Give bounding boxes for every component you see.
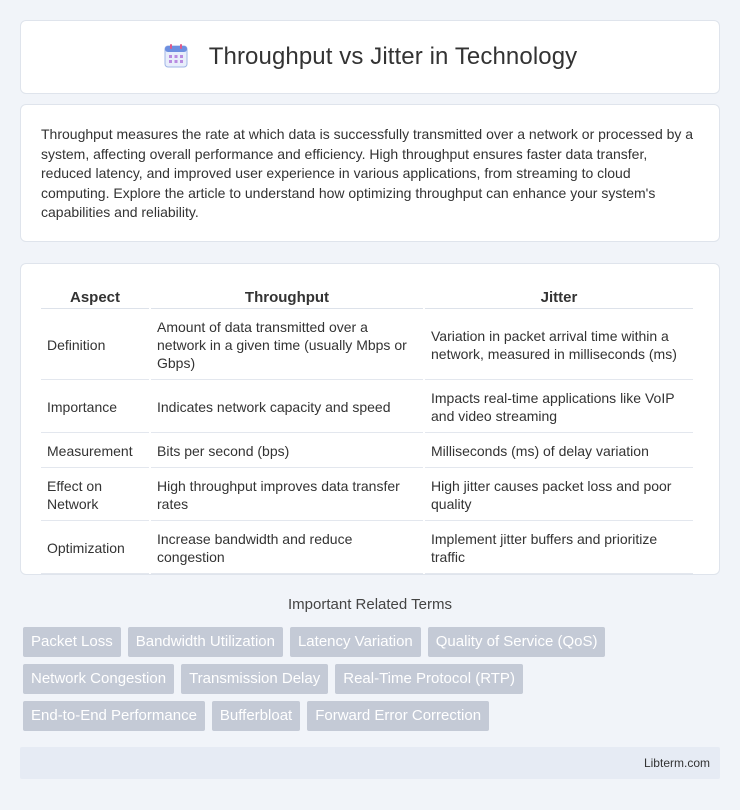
related-terms <box>23 627 723 738</box>
row-throughput: Amount of data transmitted over a network in a given time (usually Mbps or Gbps) <box>151 311 423 380</box>
comparison-table <box>39 284 695 576</box>
tag-forward-error-correction[interactable]: Forward Error Correction <box>307 701 489 731</box>
table-row <box>41 470 693 521</box>
footer <box>20 747 720 779</box>
header-throughput: Throughput <box>151 286 423 309</box>
row-aspect: Definition <box>41 311 149 380</box>
row-aspect: Measurement <box>41 435 149 468</box>
row-throughput: Indicates network capacity and speed <box>151 382 423 433</box>
tag-bandwidth-utilization[interactable]: Bandwidth Utilization <box>128 627 283 657</box>
tag-real-time-protocol[interactable]: Real-Time Protocol (RTP) <box>335 664 523 694</box>
row-aspect: Importance <box>41 382 149 433</box>
row-jitter: Implement jitter buffers and prioritize traffic <box>425 523 693 574</box>
calendar-icon <box>163 43 189 69</box>
intro-card <box>20 104 720 242</box>
tag-end-to-end-performance[interactable]: End-to-End Performance <box>23 701 205 731</box>
row-throughput: Bits per second (bps) <box>151 435 423 468</box>
row-throughput: Increase bandwidth and reduce congestion <box>151 523 423 574</box>
related-terms-title: Important Related Terms <box>288 596 452 613</box>
header-card <box>20 20 720 94</box>
table-row <box>41 523 693 574</box>
tag-network-congestion[interactable]: Network Congestion <box>23 664 174 694</box>
tag-transmission-delay[interactable]: Transmission Delay <box>181 664 328 694</box>
tag-row <box>23 664 723 694</box>
tag-quality-of-service[interactable]: Quality of Service (QoS) <box>428 627 606 657</box>
table-header-row <box>41 286 693 309</box>
page-title: Throughput vs Jitter in Technology <box>208 43 578 70</box>
row-jitter: Impacts real-time applications like VoIP and video streaming <box>425 382 693 433</box>
row-jitter: Variation in packet arrival time within a network, measured in milliseconds (ms) <box>425 311 693 380</box>
header-jitter: Jitter <box>425 286 693 309</box>
row-aspect: Effect on Network <box>41 470 149 521</box>
row-throughput: High throughput improves data transfer rates <box>151 470 423 521</box>
tag-row <box>23 701 723 731</box>
header-aspect: Aspect <box>41 286 149 309</box>
intro-text: Throughput measures the rate at which data is successfully transmitted over a network or processed by a system, affecting overall performance and efficiency. High throughput ensures faster data transfer, reduced latency, and improved user experience in various applications, from streaming to cloud computing. Explore the article to understand how optimizing throughput can enhance your system's capabilities and reliability. <box>41 126 694 221</box>
row-jitter: High jitter causes packet loss and poor quality <box>425 470 693 521</box>
row-jitter: Milliseconds (ms) of delay variation <box>425 435 693 468</box>
table-row <box>41 435 693 468</box>
tag-latency-variation[interactable]: Latency Variation <box>290 627 421 657</box>
tag-bufferbloat[interactable]: Bufferbloat <box>212 701 300 731</box>
table-row <box>41 382 693 433</box>
footer-site-link[interactable]: Libterm.com <box>643 756 710 770</box>
tag-row <box>23 627 723 657</box>
row-aspect: Optimization <box>41 523 149 574</box>
table-row <box>41 311 693 380</box>
comparison-table-card <box>20 263 720 575</box>
tag-packet-loss[interactable]: Packet Loss <box>23 627 121 657</box>
